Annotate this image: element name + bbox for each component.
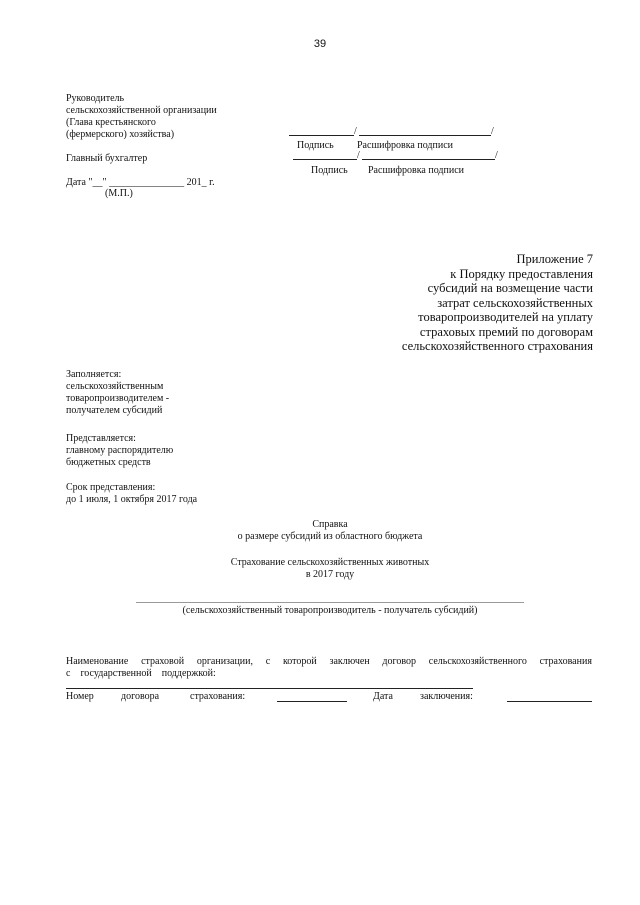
- word: страховой: [141, 656, 185, 667]
- word: Наименование: [66, 656, 129, 667]
- word: договор: [382, 656, 417, 667]
- slash: /: [491, 126, 494, 137]
- word: поддержкой:: [161, 668, 216, 679]
- insurer-label-line2: [66, 668, 216, 680]
- contract-number-word: страхования:: [190, 691, 246, 702]
- head-sign-line[interactable]: [289, 135, 354, 136]
- slash: /: [495, 150, 498, 161]
- submitted-to-line: главному распорядителю: [66, 445, 174, 456]
- word: сельскохозяйственного: [428, 656, 527, 667]
- word: которой: [282, 656, 317, 667]
- date-field[interactable]: Дата "__" _______________ 201_ г.: [66, 177, 215, 188]
- filled-by-line: Заполняется:: [66, 369, 122, 380]
- accountant-decode-line[interactable]: [362, 159, 495, 160]
- producer-input-line[interactable]: [136, 602, 524, 603]
- chief-accountant-label: Главный бухгалтер: [66, 153, 148, 164]
- submitted-to-line: Представляется:: [66, 433, 136, 444]
- word: заключен: [329, 656, 370, 667]
- doc-title: [160, 519, 500, 543]
- contract-date-word: заключения:: [420, 691, 473, 702]
- contract-date-word: Дата: [373, 691, 393, 702]
- filled-by-line: сельскохозяйственным: [66, 381, 164, 392]
- word: организации,: [196, 656, 253, 667]
- head-title-block: [66, 93, 217, 141]
- slash: /: [354, 126, 357, 137]
- head-line: (фермерского) хозяйства): [66, 129, 175, 140]
- sign-label: Подпись: [297, 140, 334, 151]
- head-line: сельскохозяйственной организации: [66, 105, 217, 116]
- doc-subtitle: [160, 557, 500, 581]
- contract-date-input[interactable]: [507, 701, 592, 702]
- appendix-line: к Порядку предоставления: [450, 266, 593, 281]
- submitted-to-block: [66, 433, 173, 469]
- stamp-place: (М.П.): [105, 188, 133, 199]
- head-line: Руководитель: [66, 93, 125, 104]
- appendix-line: затрат сельскохозяйственных: [437, 295, 593, 310]
- appendix-line: сельскохозяйственного страхования: [401, 339, 593, 353]
- word: с: [265, 656, 271, 667]
- word: государственной: [80, 668, 152, 679]
- title-line: в 2017 году: [305, 569, 355, 580]
- page-number: 39: [313, 38, 327, 50]
- decode-label: Расшифровка подписи: [368, 165, 464, 176]
- appendix-line: Приложение 7: [516, 252, 593, 266]
- contract-number-input[interactable]: [277, 701, 347, 702]
- producer-caption: (сельскохозяйственный товаропроизводитель - получатель субсидий): [182, 605, 478, 616]
- title-line: Страхование сельскохозяйственных животных: [230, 557, 430, 568]
- deadline-line: до 1 июля, 1 октября 2017 года: [66, 494, 198, 505]
- submitted-to-line: бюджетных средств: [66, 457, 151, 468]
- word: с: [66, 668, 71, 679]
- title-line: Справка: [312, 519, 348, 530]
- filled-by-block: [66, 369, 169, 417]
- filled-by-line: получателем субсидий: [66, 405, 163, 416]
- appendix-line: товаропроизводителей на уплату: [418, 310, 593, 324]
- appendix-line: субсидий на возмещение части: [427, 281, 593, 295]
- sign-label: Подпись: [311, 165, 348, 176]
- appendix-line: страховых премий по договорам: [419, 324, 593, 339]
- head-decode-line[interactable]: [359, 135, 491, 136]
- slash: /: [357, 150, 360, 161]
- decode-label: Расшифровка подписи: [357, 140, 453, 151]
- appendix-block: [273, 252, 593, 354]
- word: страхования: [539, 656, 592, 667]
- deadline-line: Срок представления:: [66, 482, 156, 493]
- contract-number-word: Номер: [66, 691, 94, 702]
- insurer-input-line[interactable]: [66, 688, 473, 689]
- contract-number-word: договора: [121, 691, 160, 702]
- filled-by-line: товаропроизводителем -: [66, 393, 170, 404]
- insurer-label-line1: [66, 656, 592, 668]
- deadline-block: [66, 482, 197, 506]
- title-line: о размере субсидий из областного бюджета: [237, 531, 423, 542]
- head-line: (Глава крестьянского: [66, 117, 156, 128]
- accountant-sign-line[interactable]: [293, 159, 357, 160]
